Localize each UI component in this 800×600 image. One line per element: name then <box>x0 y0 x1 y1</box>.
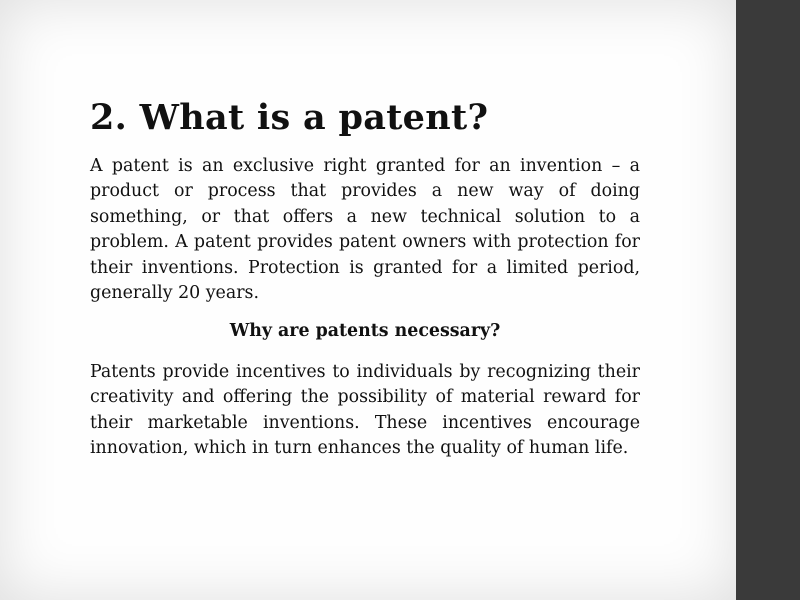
definition-paragraph: A patent is an exclusive right granted for an invention – a product or process that provides a new way of doing something, or that offers a new technical solution to a problem. A patent provides patent owners with protection for their inventions. Protection is granted for a limited period, generally 20 years. <box>90 156 640 304</box>
incentives-paragraph: Patents provide incentives to individuals by recognizing their creativity and offering the possibility of material reward for their marketable inventions. These incentives encourage innovation, which in turn enhances the quality of human life. <box>90 361 640 459</box>
side-bar <box>736 0 800 600</box>
section-subheading: Why are patents necessary? <box>229 321 501 342</box>
slide-content <box>90 96 640 461</box>
slide-title: 2. What is a patent? <box>90 97 489 138</box>
